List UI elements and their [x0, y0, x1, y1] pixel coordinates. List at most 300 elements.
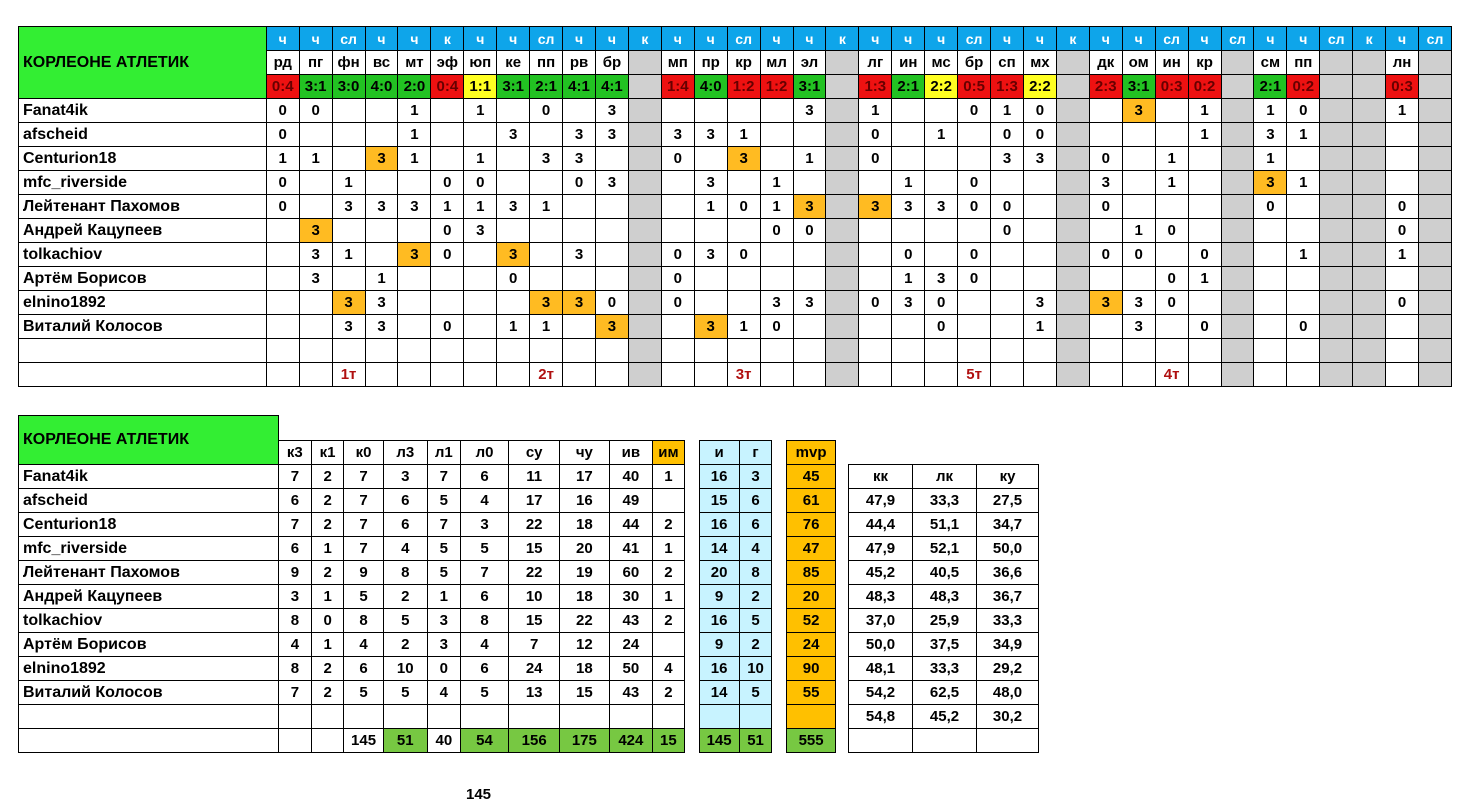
- stats-row: [19, 681, 836, 705]
- score-cell: 1: [694, 195, 727, 219]
- score-cell: [1419, 171, 1452, 195]
- gap: [772, 705, 787, 729]
- score-cell: [563, 267, 596, 291]
- score-cell: [628, 267, 661, 291]
- score-cell: 0: [266, 195, 299, 219]
- score-cell: [694, 339, 727, 363]
- score-cell: [727, 171, 760, 195]
- tour-label: [431, 363, 464, 387]
- match-result: [826, 75, 859, 99]
- score-cell: 0: [760, 219, 793, 243]
- pct-cell: 33,3: [913, 489, 977, 513]
- score-cell: 3: [694, 243, 727, 267]
- tour-label: [793, 363, 826, 387]
- score-cell: 3: [497, 123, 530, 147]
- match-result: 1:2: [727, 75, 760, 99]
- stat-cell: 6: [278, 537, 311, 561]
- score-cell: 3: [299, 243, 332, 267]
- score-cell: 0: [958, 171, 991, 195]
- player-name: [19, 339, 267, 363]
- score-cell: 1: [332, 243, 365, 267]
- column-header: г: [739, 440, 772, 464]
- stats-row: [19, 465, 836, 489]
- score-cell: [925, 243, 958, 267]
- score-cell: [563, 195, 596, 219]
- match-result: 1:4: [661, 75, 694, 99]
- match-type: ч: [793, 27, 826, 51]
- stat-cell: 5: [460, 537, 509, 561]
- score-cell: 0: [661, 291, 694, 315]
- tour-label: [299, 363, 332, 387]
- player-name: Андрей Кацупеев: [19, 219, 267, 243]
- match-type: ч: [859, 27, 892, 51]
- score-cell: [1221, 195, 1254, 219]
- opponent: рд: [266, 51, 299, 75]
- score-cell: 0: [661, 147, 694, 171]
- stat-cell: 5: [344, 681, 383, 705]
- score-cell: [1056, 171, 1089, 195]
- score-cell: 0: [1386, 219, 1419, 243]
- stat-cell: 2: [653, 681, 685, 705]
- score-cell: [1320, 243, 1353, 267]
- gap: [684, 440, 699, 464]
- score-cell: [628, 123, 661, 147]
- score-cell: 1: [464, 195, 497, 219]
- score-cell: [595, 195, 628, 219]
- score-cell: 3: [365, 291, 398, 315]
- match-type: сл: [1221, 27, 1254, 51]
- opponent: бр: [958, 51, 991, 75]
- score-cell: [694, 219, 727, 243]
- opponent: лн: [1386, 51, 1419, 75]
- gap: [772, 633, 787, 657]
- score-cell: 3: [694, 315, 727, 339]
- stat-cell: 3: [383, 465, 427, 489]
- stat-cell: 24: [509, 657, 560, 681]
- column-header: л1: [427, 440, 460, 464]
- stat-cell: 6: [460, 585, 509, 609]
- score-cell: [1221, 243, 1254, 267]
- tour-label: [694, 363, 727, 387]
- total-cell: 40: [427, 729, 460, 753]
- match-type: сл: [1419, 27, 1452, 51]
- stats-row: [19, 609, 836, 633]
- score-cell: [1254, 243, 1287, 267]
- score-cell: [1254, 315, 1287, 339]
- score-cell: [892, 123, 925, 147]
- score-cell: [595, 219, 628, 243]
- score-cell: [1122, 147, 1155, 171]
- score-cell: 3: [694, 171, 727, 195]
- score-cell: 3: [1122, 315, 1155, 339]
- score-cell: [1320, 267, 1353, 291]
- score-cell: [1419, 147, 1452, 171]
- mvp-cell: 55: [787, 681, 836, 705]
- gap: [772, 585, 787, 609]
- stat-cell: 43: [609, 609, 652, 633]
- mvp-cell: 61: [787, 489, 836, 513]
- score-cell: 0: [958, 195, 991, 219]
- pct-cell: 45,2: [913, 705, 977, 729]
- score-cell: 3: [332, 195, 365, 219]
- score-cell: [826, 267, 859, 291]
- score-cell: 3: [595, 315, 628, 339]
- score-cell: [1287, 291, 1320, 315]
- score-cell: [398, 291, 431, 315]
- score-cell: 0: [563, 171, 596, 195]
- stat-cell: 7: [344, 465, 383, 489]
- player-row: [19, 339, 1452, 363]
- score-cell: [991, 267, 1024, 291]
- tour-label: [398, 363, 431, 387]
- stat-cell: 7: [509, 633, 560, 657]
- stats-row: [19, 633, 836, 657]
- score-cell: [892, 147, 925, 171]
- stat-cell: 24: [609, 633, 652, 657]
- column-header: чу: [560, 440, 610, 464]
- stat-cell: 3: [278, 585, 311, 609]
- score-cell: [266, 291, 299, 315]
- score-cell: [431, 99, 464, 123]
- pct-cell: 48,1: [849, 657, 913, 681]
- pct-cell: [913, 729, 977, 753]
- score-cell: 3: [727, 147, 760, 171]
- player-name: elnino1892: [19, 291, 267, 315]
- opponent: ин: [892, 51, 925, 75]
- pct-cell: 44,4: [849, 513, 913, 537]
- score-cell: [266, 339, 299, 363]
- score-cell: 3: [991, 147, 1024, 171]
- score-cell: [1188, 195, 1221, 219]
- tour-label: [1089, 363, 1122, 387]
- score-cell: [628, 99, 661, 123]
- score-cell: 0: [299, 99, 332, 123]
- score-cell: 3: [365, 147, 398, 171]
- score-cell: 0: [661, 267, 694, 291]
- score-cell: [826, 147, 859, 171]
- stat-cell: [560, 705, 610, 729]
- opponent: мл: [760, 51, 793, 75]
- stat-cell: 2: [383, 633, 427, 657]
- score-cell: 1: [1188, 267, 1221, 291]
- column-header: mvp: [787, 440, 836, 464]
- opponent: вс: [365, 51, 398, 75]
- gap: [772, 609, 787, 633]
- match-result: 3:1: [299, 75, 332, 99]
- match-type: ч: [299, 27, 332, 51]
- team-name: КОРЛЕОНЕ АТЛЕТИК: [19, 27, 267, 99]
- score-cell: [332, 339, 365, 363]
- stat-cell: [383, 705, 427, 729]
- tour-label: [991, 363, 1024, 387]
- score-cell: [1320, 339, 1353, 363]
- stat-cell: 15: [560, 681, 610, 705]
- score-cell: [1089, 267, 1122, 291]
- score-cell: [1155, 123, 1188, 147]
- score-cell: [727, 291, 760, 315]
- stat-cell: 6: [460, 657, 509, 681]
- score-cell: 1: [332, 171, 365, 195]
- score-cell: [299, 123, 332, 147]
- tour-label: 3т: [727, 363, 760, 387]
- score-cell: [530, 123, 563, 147]
- totals-label: [19, 729, 279, 753]
- match-type: сл: [530, 27, 563, 51]
- score-cell: [1056, 147, 1089, 171]
- stat-cell: 4: [460, 489, 509, 513]
- opponent: фн: [332, 51, 365, 75]
- pct-cell: 52,1: [913, 537, 977, 561]
- stat-cell: 4: [460, 633, 509, 657]
- total-cell: 51: [739, 729, 772, 753]
- stat-cell: 5: [427, 561, 460, 585]
- stat-cell: 4: [278, 633, 311, 657]
- match-result: 4:1: [563, 75, 596, 99]
- score-cell: [1056, 291, 1089, 315]
- pct-cell: 30,2: [977, 705, 1039, 729]
- score-cell: 3: [595, 99, 628, 123]
- score-cell: [332, 99, 365, 123]
- stat-cell: [344, 705, 383, 729]
- column-header: л0: [460, 440, 509, 464]
- match-result: 2:2: [1023, 75, 1056, 99]
- score-cell: 3: [530, 147, 563, 171]
- tour-label: 4т: [1155, 363, 1188, 387]
- stat-cell: 8: [383, 561, 427, 585]
- match-result: 3:0: [332, 75, 365, 99]
- score-cell: [958, 219, 991, 243]
- stat-cell: 2: [383, 585, 427, 609]
- score-cell: 1: [530, 195, 563, 219]
- match-type: ч: [595, 27, 628, 51]
- score-cell: 1: [299, 147, 332, 171]
- score-cell: [1287, 219, 1320, 243]
- pct-cell: [849, 729, 913, 753]
- stat-cell: 10: [739, 657, 772, 681]
- player-name: [19, 705, 279, 729]
- stats-row: [19, 705, 836, 729]
- score-cell: [1023, 267, 1056, 291]
- stat-cell: 6: [460, 465, 509, 489]
- score-cell: [1221, 123, 1254, 147]
- score-cell: [1221, 219, 1254, 243]
- stat-cell: 2: [739, 585, 772, 609]
- score-cell: 0: [1089, 147, 1122, 171]
- score-cell: [595, 147, 628, 171]
- stat-cell: 2: [653, 561, 685, 585]
- stat-cell: 20: [560, 537, 610, 561]
- column-header: л3: [383, 440, 427, 464]
- opponent: мп: [661, 51, 694, 75]
- stat-cell: 4: [344, 633, 383, 657]
- score-cell: [925, 339, 958, 363]
- mvp-cell: 76: [787, 513, 836, 537]
- score-cell: 3: [365, 315, 398, 339]
- score-cell: [826, 219, 859, 243]
- gap: [772, 681, 787, 705]
- score-cell: [398, 339, 431, 363]
- match-result: 0:4: [431, 75, 464, 99]
- stat-cell: 7: [278, 681, 311, 705]
- score-cell: [1188, 147, 1221, 171]
- stat-cell: 8: [278, 657, 311, 681]
- stat-cell: 16: [699, 465, 739, 489]
- player-name: mfc_riverside: [19, 537, 279, 561]
- score-cell: [365, 123, 398, 147]
- score-cell: [1221, 99, 1254, 123]
- score-cell: 0: [727, 195, 760, 219]
- score-cell: [1056, 123, 1089, 147]
- score-cell: [1122, 267, 1155, 291]
- tour-label: [661, 363, 694, 387]
- score-cell: 3: [530, 291, 563, 315]
- stat-cell: 20: [699, 561, 739, 585]
- score-cell: [1386, 123, 1419, 147]
- score-cell: [1353, 291, 1386, 315]
- tour-label: [1023, 363, 1056, 387]
- match-type: ч: [1287, 27, 1320, 51]
- stat-cell: 15: [509, 537, 560, 561]
- score-cell: [497, 171, 530, 195]
- score-cell: [1419, 339, 1452, 363]
- score-cell: 3: [1089, 171, 1122, 195]
- opponent: мх: [1023, 51, 1056, 75]
- score-cell: 0: [958, 243, 991, 267]
- score-cell: [727, 219, 760, 243]
- score-cell: [497, 99, 530, 123]
- match-type: ч: [661, 27, 694, 51]
- stat-cell: 2: [311, 489, 344, 513]
- stat-cell: 15: [699, 489, 739, 513]
- pct-cell: 36,6: [977, 561, 1039, 585]
- score-cell: [1155, 195, 1188, 219]
- score-cell: [1089, 99, 1122, 123]
- stat-cell: 17: [509, 489, 560, 513]
- header-spacer: [278, 416, 835, 441]
- score-cell: 0: [497, 267, 530, 291]
- tour-label: [497, 363, 530, 387]
- stat-cell: 2: [311, 465, 344, 489]
- score-cell: 3: [595, 123, 628, 147]
- score-cell: 1: [727, 123, 760, 147]
- match-type: к: [1353, 27, 1386, 51]
- match-result: [1419, 75, 1452, 99]
- score-cell: [1353, 147, 1386, 171]
- match-result: 2:2: [925, 75, 958, 99]
- score-cell: [1386, 339, 1419, 363]
- score-cell: [727, 267, 760, 291]
- score-cell: [760, 99, 793, 123]
- stat-cell: 16: [699, 513, 739, 537]
- score-cell: [1353, 123, 1386, 147]
- stat-cell: 8: [739, 561, 772, 585]
- score-cell: [299, 291, 332, 315]
- match-result: 0:3: [1386, 75, 1419, 99]
- score-cell: 3: [299, 267, 332, 291]
- player-name: tolkachiov: [19, 609, 279, 633]
- score-cell: [1320, 291, 1353, 315]
- gap: [772, 465, 787, 489]
- match-result: 3:1: [793, 75, 826, 99]
- total-cell: 51: [383, 729, 427, 753]
- stat-cell: 4: [653, 657, 685, 681]
- tour-label: [925, 363, 958, 387]
- tour-label: 5т: [958, 363, 991, 387]
- score-cell: 0: [859, 291, 892, 315]
- stat-cell: [278, 705, 311, 729]
- score-cell: 1: [760, 171, 793, 195]
- match-type: ч: [1386, 27, 1419, 51]
- score-cell: 3: [859, 195, 892, 219]
- stat-cell: 17: [560, 465, 610, 489]
- score-cell: 0: [1386, 195, 1419, 219]
- score-cell: [628, 171, 661, 195]
- score-cell: [1122, 339, 1155, 363]
- match-result: 0:2: [1287, 75, 1320, 99]
- score-cell: [661, 195, 694, 219]
- column-header: ив: [609, 440, 652, 464]
- stat-cell: [427, 705, 460, 729]
- score-cell: [1254, 267, 1287, 291]
- stat-cell: 43: [609, 681, 652, 705]
- score-cell: 3: [1122, 99, 1155, 123]
- score-cell: [859, 339, 892, 363]
- score-cell: [1419, 267, 1452, 291]
- player-name: Виталий Колосов: [19, 681, 279, 705]
- score-cell: [266, 219, 299, 243]
- score-cell: [464, 339, 497, 363]
- column-header: кк: [849, 465, 913, 489]
- stat-cell: 1: [311, 633, 344, 657]
- stat-cell: 22: [560, 609, 610, 633]
- stat-cell: 9: [699, 585, 739, 609]
- score-cell: 1: [266, 147, 299, 171]
- gap: [684, 609, 699, 633]
- opponent: [628, 51, 661, 75]
- stat-cell: 5: [427, 537, 460, 561]
- stat-cell: 12: [560, 633, 610, 657]
- pct-cell: 37,5: [913, 633, 977, 657]
- score-cell: [1353, 195, 1386, 219]
- gap: [684, 657, 699, 681]
- player-name: Лейтенант Пахомов: [19, 561, 279, 585]
- stat-cell: 4: [739, 537, 772, 561]
- score-cell: [431, 291, 464, 315]
- stat-cell: 30: [609, 585, 652, 609]
- stat-cell: 60: [609, 561, 652, 585]
- score-cell: 3: [661, 123, 694, 147]
- pct-cell: 34,9: [977, 633, 1039, 657]
- stat-cell: 9: [278, 561, 311, 585]
- match-type: сл: [332, 27, 365, 51]
- stat-cell: 7: [427, 513, 460, 537]
- stats-table: [18, 415, 836, 753]
- score-cell: [497, 339, 530, 363]
- match-result: 1:2: [760, 75, 793, 99]
- pct-cell: 36,7: [977, 585, 1039, 609]
- opponent: ин: [1155, 51, 1188, 75]
- opponent: ке: [497, 51, 530, 75]
- column-header: су: [509, 440, 560, 464]
- score-cell: 3: [299, 219, 332, 243]
- player-name: Лейтенант Пахомов: [19, 195, 267, 219]
- score-cell: [1056, 315, 1089, 339]
- player-name: tolkachiov: [19, 243, 267, 267]
- score-cell: [1419, 195, 1452, 219]
- score-cell: [365, 339, 398, 363]
- score-cell: 1: [464, 99, 497, 123]
- score-cell: [530, 243, 563, 267]
